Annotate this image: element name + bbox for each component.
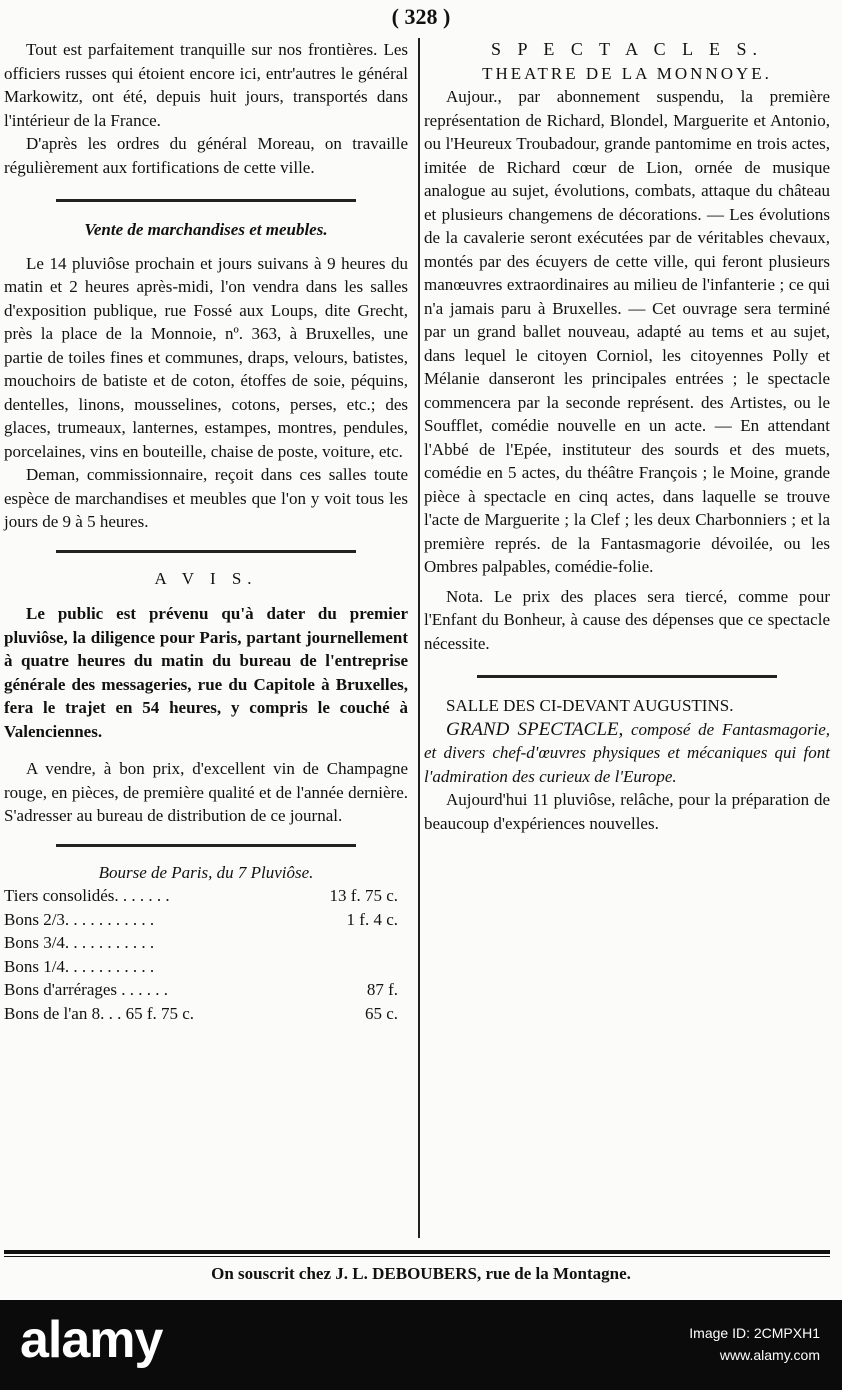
footer-rule-thin: [4, 1256, 830, 1257]
bourse-label: Tiers consolidés. . . . . . .: [4, 886, 170, 905]
table-row: [4, 931, 408, 955]
theatre-paragraph: Aujour., par abonnement suspendu, la première représentation de Richard, Blondel, Marguerite et Antonio, ou l'Heureux Troubadour, grande pantomime en trois actes, imitée de Richard cœur de Lion, ornée de musique analogue au sujet, évolutions, combats, attaque du château et plusieurs changemens de décorations. — Les évolutions de la cavalerie seront exécutées par de véritables chevaux, montés par des écuyers de cette ville, qui feront plusieurs manœuvres extraordinaires au milieu de l'infanterie ; ce qui n'a jamais paru à Bruxelles. — Cet ouvrage sera terminé par un grand ballet nouveau, adapté au tems et au sujet, dans lequel le citoyen Corniol, les citoyennes Polly et Mélanie danseront les principales entrées ; le spectacle commencera par la seconde représent. des Artistes, ou le Soufflet, comédie nouvelle en un acte. — En attendant l'Abbé de l'Epée, instituteur des sourds et des muets, comédie en 5 actes, du théâtre François ; le Moine, grande pièce à spectacle en cinq actes, dans laquelle se trouve l'acte de Marguerite ; la Clef ; les deux Charbonniers ; et la première représ. de la Fantasmagorie dévoilée, ou les Ombres palpables, comédie-folie.: [424, 87, 830, 576]
news-paragraph-1: Tout est parfaitement tranquille sur nos frontières. Les officiers russes qui étoient encore ici, entr'autres le général Markowitz, ont été, depuis huit jours, transportés dans l'intérieur de la France.: [4, 40, 408, 130]
salle-heading: SALLE DES CI-DEVANT AUGUSTINS.: [446, 696, 734, 715]
bourse-value: 13 f. 75 c.: [329, 886, 398, 905]
vente-heading: Vente de marchandises et meubles.: [84, 220, 328, 239]
alamy-logo: alamy: [20, 1311, 163, 1369]
grand-spectacle-text: composé de Fantasmagorie, et divers chef-d'œuvres physiques et mécaniques qui font l'admiration des curieux de l'Europe.: [424, 719, 830, 786]
subscription-footer: On souscrit chez J. L. DEBOUBERS, rue de la Montagne.: [211, 1264, 631, 1283]
watermark-info: [689, 1322, 820, 1366]
avis-paragraph: Le public est prévenu qu'à dater du premier pluviôse, la diligence pour Paris, partant journellement à quatre heures du matin du bureau de l'entreprise générale des messageries, rue du Capitole à Bruxelles, fera le trajet en 54 heures, y compris le couché à Valenciennes.: [4, 604, 408, 741]
theatre-heading: THEATRE DE LA MONNOYE.: [482, 63, 772, 83]
bourse-value: 87 f.: [366, 980, 398, 999]
table-row: [4, 908, 408, 932]
bourse-value: 65 c.: [364, 1003, 398, 1023]
bourse-label: Bons d'arrérages . . . . . .: [4, 980, 169, 999]
nota-paragraph: Nota. Le prix des places sera tiercé, comme pour l'Enfant du Bonheur, à cause des dépenses que ce spectacle nécessite.: [424, 586, 830, 653]
vin-paragraph: A vendre, à bon prix, d'excellent vin de Champagne rouge, en pièces, de première qualité et de l'année dernière. S'adresser au bureau de distribution de ce journal.: [4, 759, 408, 825]
section-rule: [56, 844, 356, 847]
table-row: [4, 1002, 408, 1026]
relache-paragraph: Aujourd'hui 11 pluviôse, relâche, pour la préparation de beaucoup d'expériences nouvelles.: [424, 790, 830, 833]
bourse-value: [290, 931, 408, 955]
bourse-label: Bons 3/4. . . . . . . . . . .: [4, 933, 155, 952]
stock-watermark-bar: [0, 1300, 842, 1390]
news-paragraph-2: D'après les ordres du général Moreau, on travaille régulièrement aux fortifications de cette ville.: [4, 134, 408, 177]
bourse-label: Bons de l'an 8. . . 65 f. 75 c.: [4, 1003, 195, 1023]
bourse-value: 1 f. 4 c.: [346, 909, 398, 929]
spectacles-heading: S P E C T A C L E S.: [490, 39, 764, 59]
avis-heading: A V I S.: [154, 568, 258, 588]
page-number: ( 328 ): [391, 4, 451, 29]
bourse-value: [290, 955, 408, 979]
image-id-text: Image ID: 2CMPXH1: [689, 1325, 820, 1341]
column-divider: [418, 38, 420, 1238]
right-column: [424, 38, 830, 835]
section-rule: [56, 199, 356, 202]
vente-paragraph-2: Deman, commissionnaire, reçoit dans ces salles toute espèce de marchandises et meubles que l'on y voit tous les jours de 9 à 5 heures.: [4, 465, 408, 531]
bourse-label: Bons 2/3. . . . . . . . . . .: [4, 909, 155, 929]
bourse-label: Bons 1/4. . . . . . . . . . .: [4, 956, 155, 976]
bourse-table: [4, 884, 408, 1025]
table-row: [4, 884, 408, 908]
grand-spectacle-paragraph: [424, 718, 830, 789]
section-rule: [56, 550, 356, 553]
watermark-url: www.alamy.com: [719, 1347, 820, 1363]
grand-spectacle-title: GRAND SPECTACLE,: [446, 718, 624, 740]
table-row: [4, 978, 408, 1002]
vente-paragraph-1: Le 14 pluviôse prochain et jours suivans à 9 heures du matin et 2 heures après-midi, l'on vendra dans les salles d'exposition publique, rue Fossé aux Loups, dite Grecht, près la place de la Monnoie, nº. 363, à Bruxelles, une partie de toiles fines et communes, draps, velours, batistes, mouchoirs de batiste et de coton, étoffes de soie, péquins, dentelles, linons, mousselines, cotons, perses, etc.; des glaces, trumeaux, lanternes, estampes, montres, pendules, porcelaines, vins en bouteille, chaise de poste, voiture, etc.: [4, 253, 408, 461]
left-column: [4, 38, 408, 1025]
bourse-heading: Bourse de Paris, du 7 Pluviôse.: [98, 862, 314, 882]
table-row: [4, 955, 408, 979]
section-rule: [477, 675, 777, 678]
footer-rule: [4, 1250, 830, 1254]
